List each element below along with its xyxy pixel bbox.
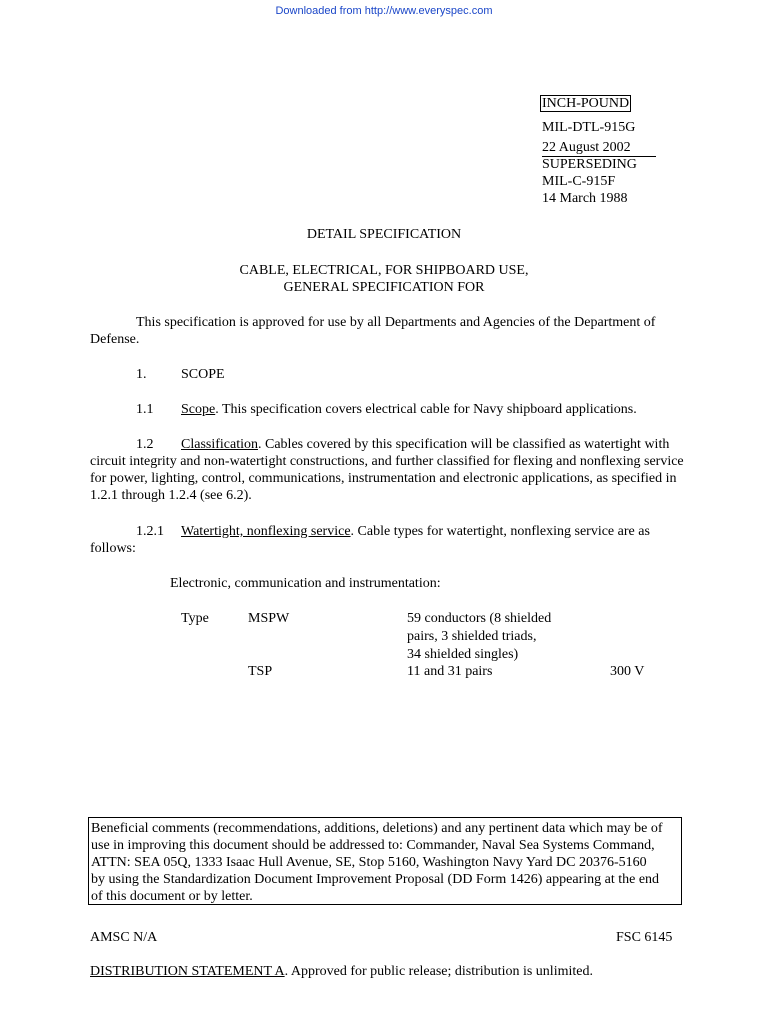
comments-line: by using the Standardization Document Improvement Proposal (DD Form 1426) appearing at the end: [91, 872, 660, 887]
para-1-2-1-number: 1.2.1: [136, 524, 164, 539]
table-row-desc-line: 34 shielded singles): [407, 647, 519, 662]
para-1-1-heading: Scope: [181, 402, 216, 417]
inch-pound-label: INCH-POUND: [542, 96, 630, 111]
distribution-text: . Approved for public release; distribution is unlimited.: [284, 964, 593, 979]
table-row-desc-line: pairs, 3 shielded triads,: [407, 629, 537, 644]
para-1-2-1-line2: follows:: [90, 541, 136, 556]
superseded-date: 14 March 1988: [542, 191, 628, 206]
table-row-type: TSP: [248, 664, 273, 679]
fsc-label: FSC 6145: [616, 930, 673, 945]
comments-line: use in improving this document should be addressed to: Commander, Naval Sea Systems Command,: [91, 838, 655, 853]
para-1-1: [181, 401, 637, 418]
para-1-1-text: . This specification covers electrical cable for Navy shipboard applications.: [215, 402, 637, 417]
para-1-2-heading: Classification: [181, 437, 258, 452]
para-1-2-line2: circuit integrity and non-watertight constructions, and further classified for flexing and nonflexing service: [90, 454, 684, 469]
comments-line: of this document or by letter.: [91, 889, 253, 904]
superseding-label: SUPERSEDING: [542, 157, 637, 172]
para-1-2-number: 1.2: [136, 437, 154, 452]
amsc-label: AMSC N/A: [90, 930, 158, 945]
comments-line: ATTN: SEA 05Q, 1333 Isaac Hull Avenue, SE, Stop 5160, Washington Navy Yard DC 20376-5160: [91, 855, 647, 870]
category-label: Electronic, communication and instrumentation:: [170, 576, 441, 591]
comments-box: [88, 817, 682, 905]
table-row-voltage: 300 V: [610, 664, 645, 679]
superseded-document: MIL-C-915F: [542, 174, 616, 189]
document-number: MIL-DTL-915G: [542, 120, 636, 135]
table-type-label: Type: [181, 611, 209, 626]
inch-pound-box: [540, 95, 631, 112]
download-banner-link[interactable]: Downloaded from http://www.everyspec.com: [275, 5, 493, 17]
section-number: 1.: [136, 367, 147, 382]
para-1-2-1-line1-text: . Cable types for watertight, nonflexing service are as: [350, 524, 650, 539]
spec-title-line2: GENERAL SPECIFICATION FOR: [283, 280, 485, 295]
approval-line2: Defense.: [90, 332, 140, 347]
spec-type-title: DETAIL SPECIFICATION: [306, 227, 462, 242]
distribution-heading: DISTRIBUTION STATEMENT A: [90, 964, 285, 979]
table-row-desc-line: 59 conductors (8 shielded: [407, 611, 552, 626]
comments-line: Beneficial comments (recommendations, additions, deletions) and any pertinent data which may be of: [91, 821, 663, 836]
document-date: 22 August 2002: [542, 139, 656, 157]
para-1-1-number: 1.1: [136, 402, 154, 417]
spec-title-line1: CABLE, ELECTRICAL, FOR SHIPBOARD USE,: [239, 263, 529, 278]
table-row-type: MSPW: [248, 611, 290, 626]
para-1-2-line4: 1.2.1 through 1.2.4 (see 6.2).: [90, 488, 252, 503]
para-1-2-1-line1: [181, 523, 650, 540]
para-1-2-1-heading: Watertight, nonflexing service: [181, 524, 351, 539]
para-1-2-line3: for power, lighting, control, communications, instrumentation and electronic applications, as specified in: [90, 471, 677, 486]
para-1-2-line1-text: . Cables covered by this specification will be classified as watertight with: [258, 437, 670, 452]
table-row-desc-line: 11 and 31 pairs: [407, 664, 493, 679]
section-title: SCOPE: [181, 367, 225, 382]
para-1-2-line1: [181, 436, 669, 453]
distribution-statement: [90, 963, 593, 980]
approval-line1: This specification is approved for use by all Departments and Agencies of the Department of: [136, 315, 656, 330]
